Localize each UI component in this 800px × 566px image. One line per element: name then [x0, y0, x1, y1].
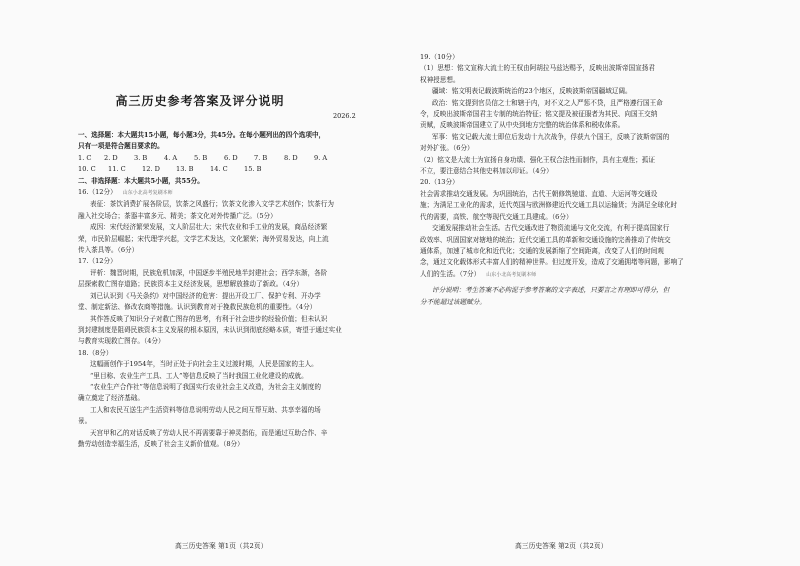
- q19-line: （2）铭文是大流士为宣扬自身功绩、强化王权合法性而制作，具有主观性；孤证: [420, 155, 655, 164]
- q17-line: 刘已认识到《马关条约》对中国经济的危害：提出开设工厂、保护专利、开办学: [90, 291, 321, 300]
- mc-answer: 11. C: [108, 165, 126, 174]
- q17-line: 堂、制定新法、修改农商等措施。认识到教育对于挽救民族危机的重要性。（4分）: [78, 303, 317, 312]
- q16-line: 表征：茶饮消费扩展各阶层，饮茶之风盛行；饮茶文化渗入文学艺术创作；饮茶行为: [90, 200, 334, 209]
- q19-line: 军事：铭文记载大流士即位后发动十九次战争，俘获九个国王，反映了波斯帝国的: [432, 132, 670, 141]
- q19-line: 令，反映出波斯帝国君主专制的统治特征；铭文提及被征服者为其民、向国王交纳: [420, 110, 658, 119]
- mc-row-1: [78, 153, 396, 164]
- q17-line: 到封建制度是阻碍民族资本主义发展的根本原因，未认识到彻底经略本质，寄望于通过实业: [78, 325, 342, 334]
- q18-line: 确立奠定了经济基础。: [78, 394, 144, 403]
- q18-line: 工人和农民互送生产生活资料等信息说明劳动人民之间互帮互助、共享幸福的场: [90, 405, 321, 414]
- page-title: 高三历史参考答案及评分说明: [115, 94, 285, 108]
- q17-line: 评析：魏晋时期，民族危机加深，中国逐步半殖民地半封建社会；西学东渐，各阶: [90, 268, 328, 277]
- page-footer: 高三历史答案 第2页（共2页）: [515, 542, 608, 550]
- mc-answer: 7. B: [254, 153, 268, 162]
- mc-answer: 13. B: [176, 165, 194, 174]
- mc-row-2: [78, 164, 396, 175]
- q18-line: “里目称、农业生产工具、工人”等信息反映了当时我国工业化建设的成就。: [90, 371, 308, 380]
- q18-line: 勤劳动创造幸福生活，反映了社会主义新价值观。（8分）: [78, 439, 244, 448]
- q18-line: “农业生产合作社”等信息说明了我国实行农业社会主义改造，为社会主义制度的: [90, 382, 321, 391]
- page-footer: 高三历史答案 第1页（共2页）: [175, 542, 268, 550]
- q17-label: 17.（12分）: [78, 257, 117, 266]
- q17-line: 与教育实现救亡图存。（4分）: [78, 337, 165, 346]
- mc-answer: 10. C: [78, 165, 96, 174]
- q20-line-last: [420, 269, 738, 281]
- q18-line: 这幅画创作于1954年，当时正处于向社会主义过渡时期，人民是国家的主人。: [90, 360, 318, 369]
- mc-answer: 14. C: [210, 165, 228, 174]
- right-page: [400, 0, 800, 566]
- q19-line: 贡赋，反映波斯帝国建立了从中央到地方完整的统治体系和税收体系。: [420, 121, 625, 130]
- q16-line: 融入社交场合；茶器丰富多元、精美；茶文化对外传播广泛。（5分）: [78, 211, 277, 220]
- q16-line: 荣，市民阶层崛起；宋代理学兴起，文学艺术发达，文化繁荣；海外贸易发达，向上流: [78, 234, 329, 243]
- exam-date: 2026.2: [333, 112, 356, 120]
- answer-body-right: [420, 52, 738, 308]
- mc-answer: 9. A: [314, 153, 328, 162]
- section2-header: 二、非选择题：本大题共5小题，共55分。: [78, 176, 204, 185]
- q16-label: 16.（12分）: [78, 188, 117, 197]
- watermark-stamp: 山东小北高考复刷本师: [122, 190, 173, 197]
- q19-line: 不立，要注意结合其他史料加以印证。（4分）: [420, 167, 553, 176]
- mc-answer: 1. C: [78, 153, 92, 162]
- q17-line: 层探索救亡图存道路；民族资本主义经济发展，思想解放推动了新政。（4分）: [78, 280, 304, 289]
- q19-line: 疆域：铭文明表记载波斯统治的23个地区，反映波斯帝国疆域辽阔。: [432, 87, 632, 96]
- q20-line: 施；为满足工业化的需求，近代英国与欧洲修建近代交通工具以运输货；为满足全球化时: [420, 201, 678, 210]
- q19-line: 政治：铭文提到官员信之士和辖于内，对不义之人严惩不贷，且严格遵行国王命: [432, 98, 663, 107]
- scoring-note: 评分说明：考生答案不必拘泥于参考答案的文字表述，只要言之有理即可得分，但: [432, 286, 670, 295]
- section1-header-2: 只有一项是符合题目要求的。: [78, 142, 164, 151]
- mc-answer: 2. D: [104, 153, 118, 162]
- answer-body-left: [78, 130, 396, 450]
- mc-answer: 15. B: [244, 165, 262, 174]
- q20-label: 20.（13分）: [420, 178, 459, 187]
- q18-label: 18.（8分）: [78, 348, 113, 357]
- q20-line: 念，通过文化载体形式丰富人们的精神世界。但过度开发，造成了交通拥堵等问题，影响了: [420, 258, 684, 267]
- q19-line: 对外扩张。（6分）: [420, 144, 474, 153]
- q20-line: 交通发展推动社会生活。古代交通改进了物资流通与文化交流，有利于提高国家行: [432, 224, 670, 233]
- section1-header: 一、选择题：本大题共15小题，每小题3分，共45分。在每小题列出的四个选项中，: [78, 131, 326, 139]
- mc-answer: 12. D: [142, 165, 160, 174]
- q16-line: 成因：宋代经济繁荣发展，文人阶层壮大；宋代农业和手工业的发展，商品经济繁: [90, 223, 328, 232]
- mc-answer: 4. A: [164, 153, 178, 162]
- q20-line: 政效率、巩固国家对辖地的统治；近代交通工具的革新和交通设施的完善推动了传统交: [420, 235, 671, 244]
- q18-line: 景。: [78, 417, 92, 426]
- q20-line: 通体系，加速了城市化和近代化；交通的发展新缩了空间距离，改变了人们的时间观: [420, 246, 664, 255]
- q19-line: 权神授思想。: [420, 75, 460, 84]
- q20-line: 人们的生活。（7分）: [420, 269, 481, 278]
- q16-line: 传入茶具等。（6分）: [78, 246, 139, 255]
- mc-answer: 5. B: [194, 153, 208, 162]
- q17-line: 其作答反映了知识分子对救亡图存的思考，有利于社会进步的经验价值；但未认识: [90, 314, 328, 323]
- watermark-stamp: 山东小北高考复刷本师: [486, 271, 537, 278]
- q19-label: 19.（10分）: [420, 53, 459, 61]
- mc-answer: 6. D: [224, 153, 238, 162]
- q20-line: 代的需要，高铁、航空等现代交通工具建成。（6分）: [420, 212, 573, 221]
- scoring-note-2: 分不能超过该题赋分。: [420, 297, 486, 306]
- q18-line: 天宫甲和乙的对话反映了劳动人民不再需要靠于神灵指佑，而是通过互助合作、辛: [90, 428, 328, 437]
- q16-label-row: [78, 187, 396, 199]
- q19-line: （1）思想：铭文宣称大流士的王权由阿胡拉马兹达赐予，反映出波斯帝国宣扬君: [420, 64, 655, 73]
- mc-answer: 3. B: [134, 153, 148, 162]
- mc-answer: 8. D: [284, 153, 298, 162]
- q20-line: 社会需求推动交通发展。为巩固统治，古代王朝修筑驰道、直道、大运河等交通设: [420, 189, 658, 198]
